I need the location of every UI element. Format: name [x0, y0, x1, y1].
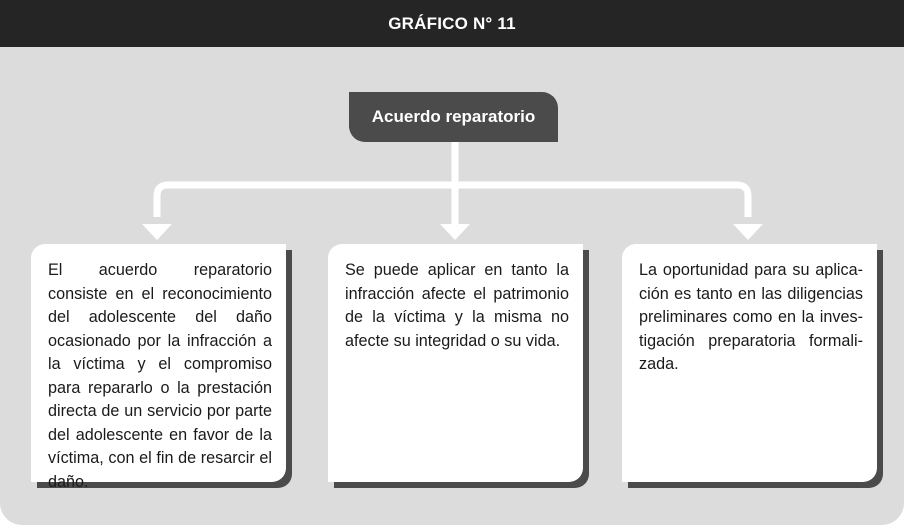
- arrow-center-icon: [440, 224, 470, 240]
- arrow-left-icon: [142, 224, 172, 240]
- card-opportunity-text: La oportunidad para su aplicación es tanto en las diligencias preliminares como en la investigación preparatoria formalizada.: [639, 261, 863, 373]
- root-node-label: Acuerdo reparatorio: [371, 107, 536, 126]
- card-applicability: [328, 244, 583, 482]
- root-node: [349, 92, 558, 142]
- figure-title: GRÁFICO N° 11: [388, 13, 516, 33]
- arrow-right-icon: [733, 224, 763, 240]
- card-opportunity: [622, 244, 877, 482]
- card-definition-text: El acuerdo reparatorio consiste en el reconocimiento del adolescente del daño ocasionado por la infracción a la víctima y el compromiso para repararlo o la prestación directa de un servicio por parte del adolescente en favor de la víctima, con el fin de resarcir el daño.: [48, 261, 272, 491]
- card-applicability-text: Se puede aplicar en tanto la infracción afecte el patrimonio de la víctima y la misma no afecte su integridad o su vida.: [345, 261, 569, 350]
- card-definition: [31, 244, 286, 491]
